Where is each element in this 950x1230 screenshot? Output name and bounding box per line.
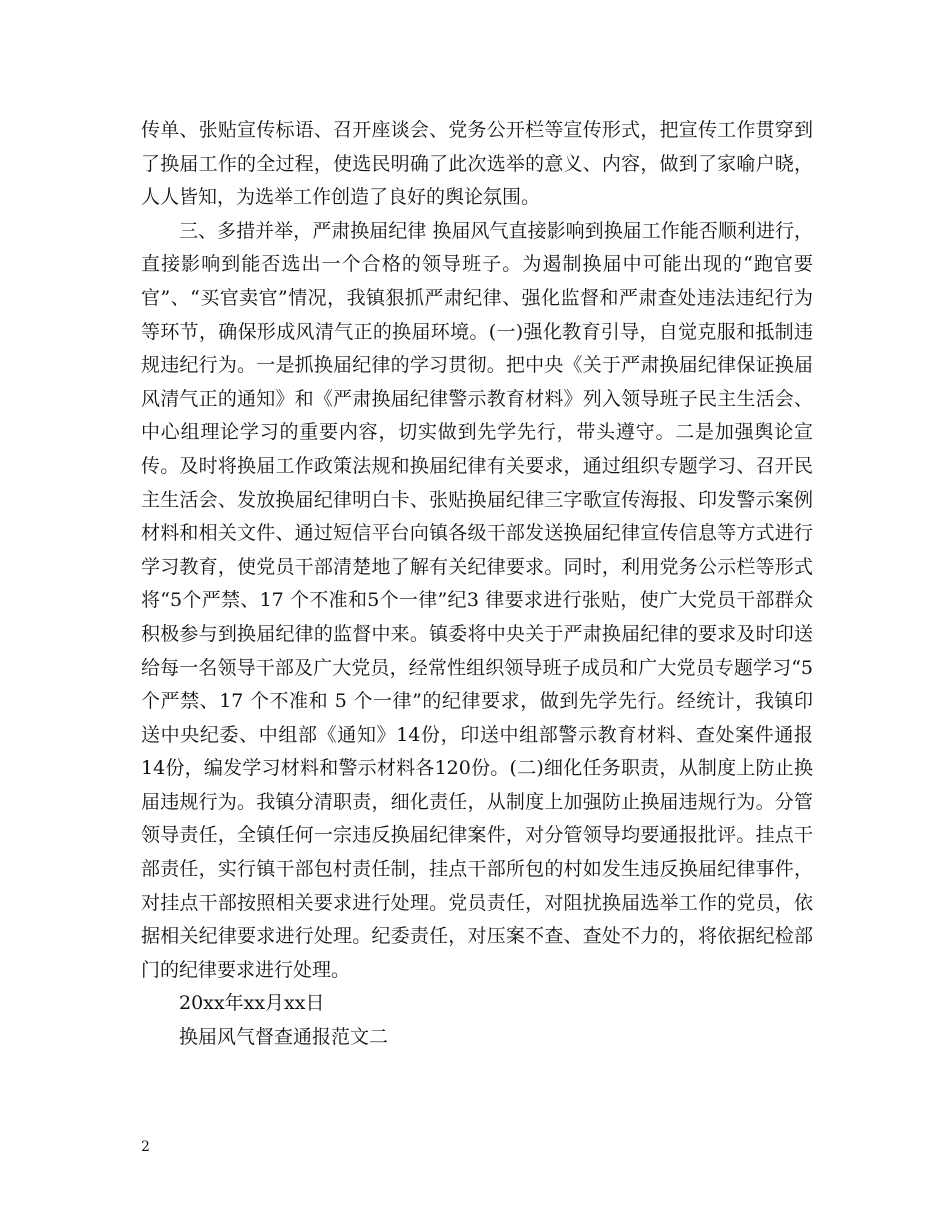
document-date: 20xx年xx月xx日 (179, 992, 325, 1015)
paragraph-continuation: 传单、张贴宣传标语、召开座谈会、党务公开栏等宣传形式，把宣传工作贯穿到了换届工作的全过程，使选民明确了此次选举的意义、内容，做到了家喻户晓，人人皆知，为选举工作创造了良好的舆论氛围。 (141, 119, 813, 209)
page-number: 2 (141, 1139, 150, 1155)
next-section-title: 换届风气督查通报范文二 (179, 1026, 389, 1049)
paragraph-discipline-measures: 三、多措并举，严肃换届纪律 换届风气直接影响到换届工作能否顺利进行，直接影响到能否选出一个合格的领导班子。为遏制换届中可能出现的“跑官要官”、“买官卖官”情况，我镇狠抓严肃纪律、强化监督和严肃查处违法违纪行为等环节，确保形成风清气正的换届环境。(一)强化教育引导，自觉克服和抵制违规违纪行为。一是抓换届纪律的学习贯彻。把中央《关于严肃换届纪律保证换届风清气正的通知》和《严肃换届纪律警示教育材料》列入领导班子民主生活会、中心组理论学习的重要内容，切实做到先学先行，带头遵守。二是加强舆论宣传。及时将换届工作政策法规和换届纪律有关要求，通过组织专题学习、召开民主生活会、发放换届纪律明白卡、张贴换届纪律三字歌宣传海报、印发警示案例材料和相关文件、通过短信平台向镇各级干部发送换届纪律宣传信息等方式进行学习教育，使党员干部清楚地了解有关纪律要求。同时，利用党务公示栏等形式将“5个严禁、17 个不准和5个一律”纪3 律要求进行张贴，使广大党员干部群众积极参与到换届纪律的监督中来。镇委将中央关于严肃换届纪律的要求及时印送给每一名领导干部及广大党员，经常性组织领导班子成员和广大党员专题学习“5 个严禁、17 个不准和 5 个一律”的纪律要求，做到先学先行。经统计，我镇印送中央纪委、中组部《通知》14份，印送中组部警示教育材料、查处案件通报14份，编发学习材料和警示材料各120份。(二)细化任务职责，从制度上防止换届违规行为。我镇分清职责，细化责任，从制度上加强防止换届违规行为。分管领导责任，全镇任何一宗违反换届纪律案件，对分管领导均要通报批评。挂点干部责任，实行镇干部包村责任制，挂点干部所包的村如发生违反换届纪律事件，对挂点干部按照相关要求进行处理。党员责任，对阻扰换届选举工作的党员，依据相关纪律要求进行处理。纪委责任，对压案不查、查处不力的，将依据纪检部门的纪律要求进行处理。 (141, 219, 813, 981)
document-body (141, 114, 813, 1055)
